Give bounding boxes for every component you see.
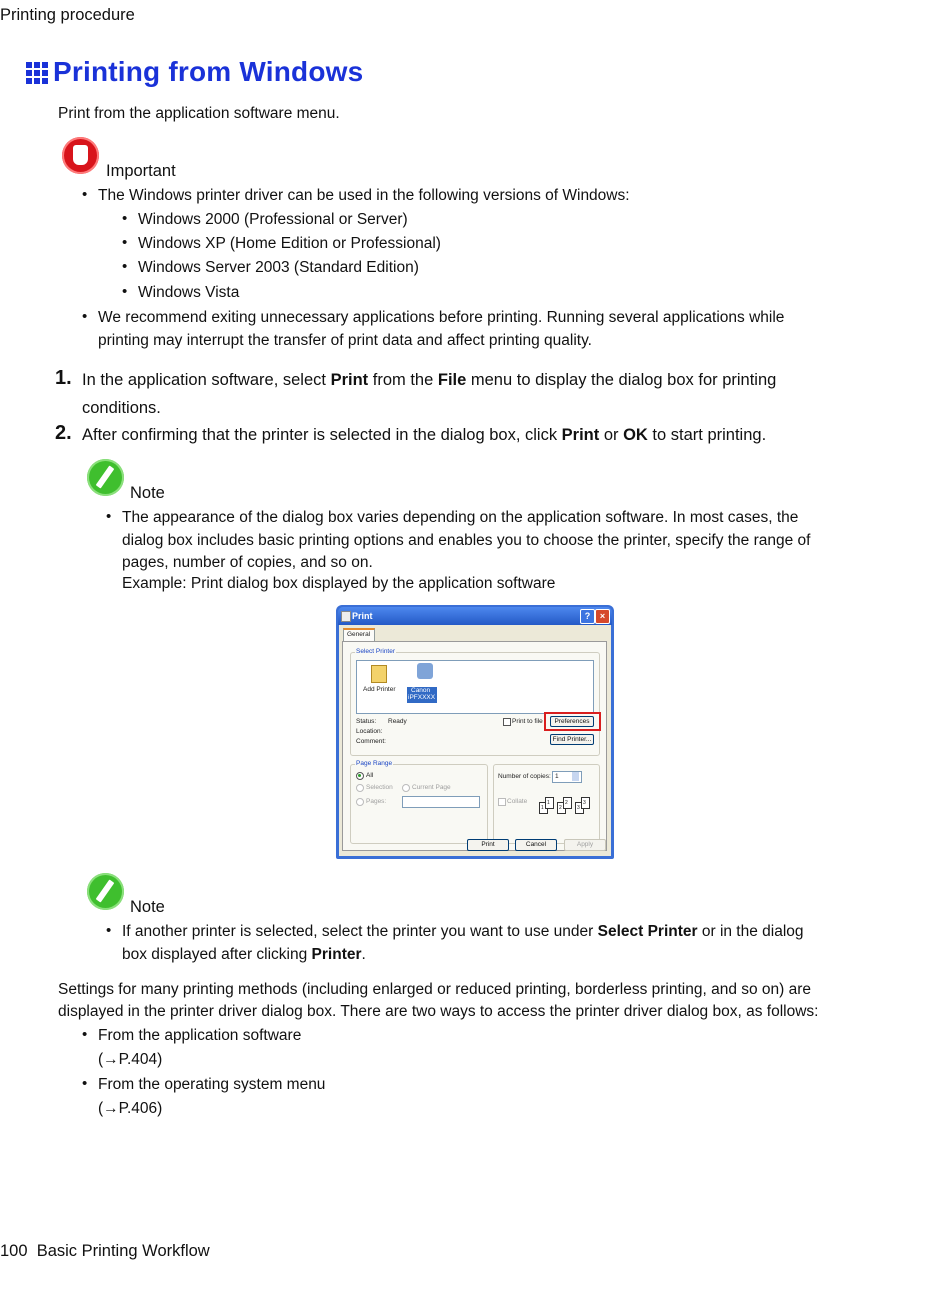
note-2-line-2: box displayed after clicking Printer. (122, 946, 366, 963)
settings-line-1: Settings for many printing methods (including enlarged or reduced printing, borderless printing, and so on) are (58, 981, 812, 998)
bullet-dot: • (82, 308, 88, 325)
step-1-text-line-2: conditions. (82, 399, 161, 417)
print-dialog-figure (336, 605, 614, 859)
bullet-dot: • (122, 210, 128, 227)
print-to-file-checkbox[interactable] (503, 718, 511, 726)
note-2-line-1: If another printer is selected, select the printer you want to use under Select Printer or in the dialog (122, 923, 804, 940)
important-bullet-2-line-2: printing may interrupt the transfer of print data and affect printing quality. (98, 332, 592, 349)
tab-panel (342, 641, 607, 851)
page-reference-link[interactable]: (→P.406) (98, 1100, 163, 1117)
bullet-dot: • (122, 258, 128, 275)
printer-small-icon (341, 611, 351, 622)
collate-page-icon: 2 (557, 802, 566, 814)
version-item: Windows Server 2003 (Standard Edition) (138, 259, 419, 276)
dialog-body (339, 625, 611, 856)
copies-label: Number of copies: (498, 773, 551, 780)
pencil-note-icon (87, 459, 124, 496)
spinner-arrows-icon[interactable] (572, 772, 579, 781)
help-button[interactable]: ? (580, 609, 595, 624)
bullet-dot: • (82, 1026, 88, 1043)
printer-name: Canon (411, 687, 431, 694)
selection-label[interactable]: Selection (366, 784, 393, 791)
running-header: Printing procedure (0, 6, 135, 24)
collate-page-icon: 3 (575, 802, 584, 814)
note-1-line-2: dialog box includes basic printing options and enables you to choose the printer, specify the range of (122, 532, 811, 549)
collate-page-icon: 1 (539, 802, 548, 814)
print-to-file-label[interactable]: Print to file (512, 718, 543, 725)
find-printer-button[interactable]: Find Printer... (550, 734, 594, 745)
collate-label[interactable]: Collate (507, 798, 528, 805)
select-printer-label: Select Printer (356, 648, 396, 655)
radio-selected-dot (358, 774, 361, 777)
grid-icon (26, 62, 48, 84)
print-button[interactable]: Print (467, 839, 509, 851)
note-label: Note (130, 484, 165, 502)
tab-label: General (347, 631, 371, 638)
list-item: From the application software (98, 1027, 302, 1044)
add-printer-icon[interactable] (371, 665, 387, 683)
important-bullet-1: The Windows printer driver can be used in the following versions of Windows: (98, 187, 630, 204)
important-bullet-2-line-1: We recommend exiting unnecessary applications before printing. Running several applications while (98, 309, 785, 326)
canon-printer-selected[interactable] (407, 687, 437, 703)
current-page-label[interactable]: Current Page (412, 784, 451, 791)
pencil-note-icon (87, 873, 124, 910)
collate-page-icon: 1 (545, 797, 554, 809)
note-label: Note (130, 898, 165, 916)
printer-list[interactable] (356, 660, 594, 714)
step-2-text: After confirming that the printer is selected in the dialog box, click Print or OK to start printing. (82, 426, 767, 444)
collate-checkbox[interactable] (498, 798, 506, 806)
close-button[interactable]: × (595, 609, 610, 624)
preferences-button[interactable]: Preferences (550, 716, 594, 727)
bullet-dot: • (82, 1075, 88, 1092)
selection-radio[interactable] (356, 784, 364, 792)
note-1-line-4: Example: Print dialog box displayed by the application software (122, 575, 556, 592)
add-printer-label[interactable]: Add Printer (363, 686, 396, 693)
footer-title: Basic Printing Workflow (36, 1242, 210, 1260)
step-number: 1. (55, 367, 72, 389)
section-intro: Print from the application software menu. (58, 105, 340, 122)
pages-input[interactable] (402, 796, 480, 808)
bullet-dot: • (106, 508, 112, 525)
version-item: Windows 2000 (Professional or Server) (138, 211, 408, 228)
step-number: 2. (55, 422, 72, 444)
comment-label: Comment: (356, 738, 386, 745)
list-item: From the operating system menu (98, 1076, 326, 1093)
step-1-text: In the application software, select Print from the File menu to display the dialog box for printing (82, 371, 777, 389)
page-footer (0, 1242, 210, 1261)
apply-button[interactable]: Apply (564, 839, 606, 851)
note-1-line-1: The appearance of the dialog box varies depending on the application software. In most cases, the (122, 509, 799, 526)
collate-page-icon: 3 (581, 797, 590, 809)
location-label: Location: (356, 728, 383, 735)
bullet-dot: • (106, 922, 112, 939)
all-label[interactable]: All (366, 772, 374, 779)
bullet-dot: • (122, 283, 128, 300)
current-page-radio[interactable] (402, 784, 410, 792)
cancel-button[interactable]: Cancel (515, 839, 557, 851)
bullet-dot: • (122, 234, 128, 251)
bullet-dot: • (82, 186, 88, 203)
note-1-line-3: pages, number of copies, and so on. (122, 554, 373, 571)
pages-label[interactable]: Pages: (366, 798, 387, 805)
status-value: Ready (388, 718, 407, 725)
version-item: Windows XP (Home Edition or Professional) (138, 235, 441, 252)
highlight-box (544, 712, 601, 731)
version-item: Windows Vista (138, 284, 240, 301)
pages-radio[interactable] (356, 798, 364, 806)
dialog-titlebar (338, 607, 612, 625)
collate-page-icon: 2 (563, 797, 572, 809)
important-label: Important (106, 162, 176, 180)
canon-printer-icon[interactable] (417, 663, 433, 679)
status-label: Status: (356, 718, 377, 725)
page-range-label: Page Range (356, 760, 393, 767)
copies-value: 1 (555, 773, 559, 780)
dialog-title: Print (352, 611, 373, 621)
tab-general[interactable] (343, 628, 375, 641)
page-number: 100 (0, 1242, 28, 1260)
page-reference-link[interactable]: (→P.404) (98, 1051, 163, 1068)
printer-model: iPFXXXX (408, 694, 436, 701)
stop-hand-icon (62, 137, 99, 174)
settings-line-2: displayed in the printer driver dialog box. There are two ways to access the printer driver dialog box, as follows: (58, 1003, 819, 1020)
section-title: Printing from Windows (53, 56, 364, 87)
